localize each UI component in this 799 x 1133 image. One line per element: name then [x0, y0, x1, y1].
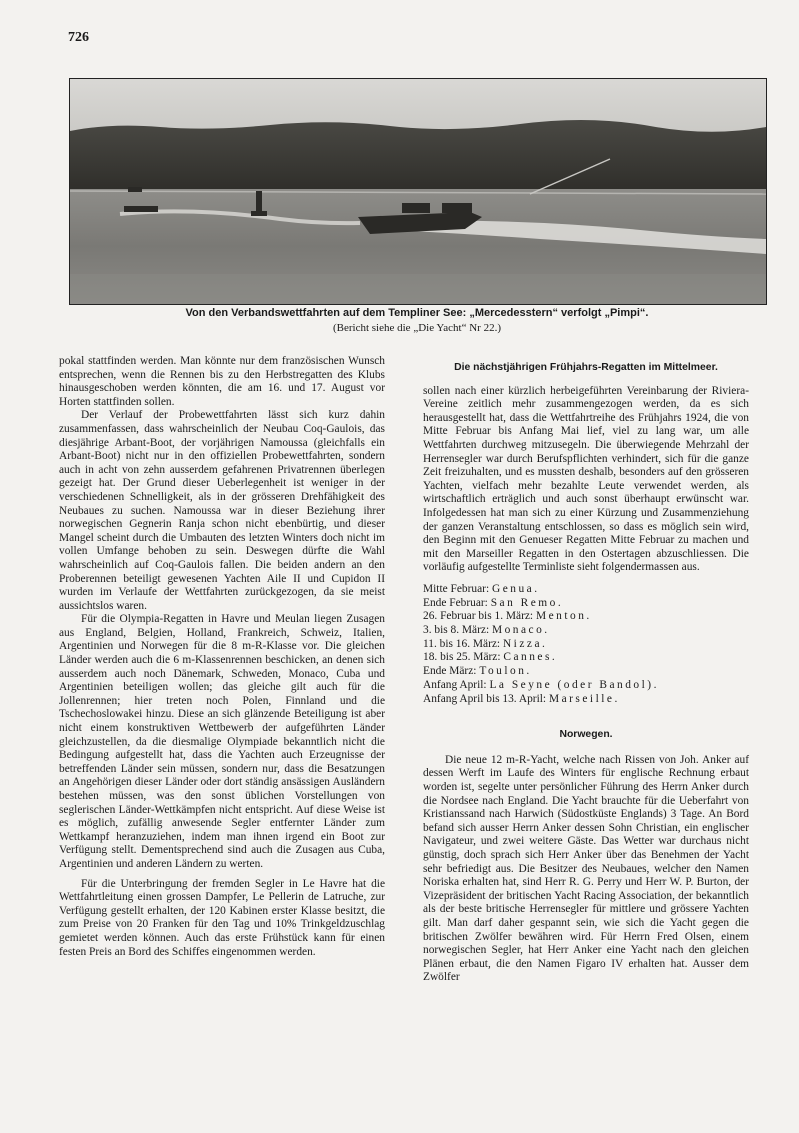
photo-caption-reference: (Bericht siehe die „Die Yacht“ Nr 22.)	[332, 322, 501, 334]
schedule-item	[423, 624, 749, 638]
schedule-date: 11. bis 16. März:	[423, 637, 501, 650]
photo-caption: Von den Verbandswettfahrten auf dem Templiner See: „Mercedesstern“ verfolgt „Pimpi“.	[185, 307, 649, 319]
right-column	[423, 355, 749, 985]
paragraph: sollen nach einer kürzlich herbeigeführten Vereinbarung der Riviera-Vereine zeitlich mehr zusammengezogen werden, da es sich herausgestellt hat, dass die Wettfahrtreihe des Frühjahrs 1924, die von Mitte Februar bis Anfang Mai lief, viel zu lang war, um alle Wettfahrten durchweg mitzusegeln. Die überwiegende Mehrzahl der Herrensegler war durch Berufspflichten verhindert, sich für die ganze Zeit freizuhalten, und es mussten deshalb, besonders auf den grösseren Yachten, vielfach mehr bezahlte Leute verwendet werden, als wirtschaftlich erträglich und auch sonst überhaupt erwünscht war. Infolgedessen hat man sich zu einer Kürzung und Zusammenziehung der ganzen Veranstaltung entschlossen, so dass es möglich sein wird, den Beginn mit den Genueser Regatten Mitte Februar zu machen und mit den Marseiller Regatten in den Ostertagen abzuschliessen. Die vorläufig aufgestellte Terminliste sieht folgendermassen aus.	[423, 384, 749, 574]
left-column	[59, 355, 385, 959]
schedule-item	[423, 597, 749, 611]
schedule-place: Cannes.	[503, 651, 558, 664]
schedule-date: Ende März:	[423, 665, 477, 678]
paragraph: pokal stattfinden werden. Man könnte nur dem französischen Wunsch entsprechen, wenn die Rennen bis zu den Herbstregatten des Klubs hinausgeschoben werden könnten, die am 16. und 17. August vor Horten stattfinden sollen.	[59, 355, 385, 408]
paragraph: Für die Olympia-Regatten in Havre und Meulan liegen Zusagen aus England, Belgien, Holland, Frankreich, Schweiz, Italien, Argentinien und Norwegen für die 8 m-R-Klasse vor. Die gleichen Länder werden auch die 6 m-Klassenrennen beschicken, an denen sich ausserdem auch noch Dänemark, Schweden, Monaco, Cuba und Argentinien beteiligen wollen; das gleiche gilt auch für die Jollenrennen; hier treten noch Polen, Finnland und die Tschechoslowakei hinzu. Diese an sich glänzende Beteiligung ist aber nicht einem konstruktiven Wettbewerb der aufgeführten Länder gleichzustellen, da die diesmalige Olympiade bekanntlich nicht die Bedingung aufgestellt hat, dass die Yachten auch Erzeugnisse der betreffenden Länder sein müssen, sondern nur, dass die Besatzungen an Angehörigen dieser Länder oder dort ständig ansässigen Ausländern bestehen müssen, was den sonst üblichen Vorstellungen von seglerischen Länder-Wettkämpfen nicht entspricht. Auf diese Weise ist es möglich, zufällig anwesende Segler entfernter Länder zum Wettkampf heranzuziehen, indem man ihnen irgend ein Boot zur Verfügung stellt. Dementsprechend sind auch die Zusagen aus Cuba, Argentinien und anderen Ländern zu werten.	[59, 613, 385, 870]
schedule-item	[423, 651, 749, 665]
regatta-schedule	[423, 583, 749, 706]
schedule-item	[423, 679, 749, 693]
schedule-place: Toulon.	[479, 665, 532, 678]
paragraph: Der Verlauf der Probewettfahrten lässt sich kurz dahin zusammenfassen, dass wahrscheinlich der Neubau Coq-Gaulois, das diesjährige Arbant-Boot, der vorjährigen Namoussa (gleichfalls ein Arbant-Boot) nicht nur in den offiziellen Probewettfahrten, sondern auch in acht von zehn ausserdem gefahrenen Privatrennen überlegen gezeigt hat. Der Grund dieser Ueberlegenheit ist weniger in der verschiedenen Schnelligkeit, als in der grösseren Drehfähigkeit des Neubaues zu suchen. Namoussa war in dieser Beziehung ihrer norwegischen Gegnerin Ranja schon nicht ebenbürtig, und dieser Mangel scheint durch die Umbauten des letzten Winters doch nicht im vollen Umfange behoben zu sein. Deswegen dürfte die Wahl wahrscheinlich auf Coq-Gaulois fallen. Die beiden andern an den Proberennen beteiligt gewesenen Yachten Aile II und Cupidon II wurden im Verlaufe der Wettfahrten zurückgezogen, da sie meist aussichtslos waren.	[59, 409, 385, 612]
schedule-place: San Remo.	[490, 596, 564, 609]
schedule-date: 18. bis 25. März:	[423, 651, 501, 664]
schedule-place: Genua.	[491, 582, 540, 595]
schedule-place: La Seyne (oder Bandol).	[489, 678, 659, 691]
schedule-date: Ende Februar:	[423, 596, 488, 609]
section-heading-norwegen: Norwegen.	[559, 729, 613, 741]
schedule-date: Anfang April bis 13. April:	[423, 692, 547, 705]
paragraph: Die neue 12 m-R-Yacht, welche nach Rissen von Joh. Anker auf dessen Werft im Laufe des Winters für englische Rechnung erbaut worden ist, segelte unter persönlicher Führung des Herrn Anker durch die Nordsee nach England. Die Yacht brauchte für die Ueberfahrt von Kristianssand nach Harwich (Südostküste Englands) 3 Tage. An Bord befand sich ausser Herrn Anker dessen Sohn Christian, ein englischer Navigateur, und zwei weitere Gäste. Das Wetter war durchaus nicht günstig, doch sprach sich Herr Anker über das Benehmen der Yacht sehr befriedigt aus. Die Besitzer des Neubaues, welcher den Namen Noriska erhalten hat, sind Herr R. G. Perry und Herr W. P. Burton, der Vizepräsident der britischen Yacht Racing Association, der bekanntlich als der beste britische Herrensegler für mittlere und grössere Yachten gilt. Man darf daher gespannt sein, wie sich die Yacht gegen die britischen Zwölfer bewähren wird. Für Herrn Fred Olsen, einem norwegischen Segler, hat Herr Anker eine Yacht nach den gleichen Plänen erbaut, die den Namen Figaro IV erhalten hat. Ausser dem Zwölfer	[423, 753, 749, 984]
schedule-date: 3. bis 8. März:	[423, 624, 490, 637]
schedule-place: Nizza.	[502, 637, 548, 650]
schedule-place: Monaco.	[491, 624, 550, 637]
schedule-date: Mitte Februar:	[423, 582, 490, 595]
schedule-item	[423, 638, 749, 652]
paragraph: Für die Unterbringung der fremden Segler in Le Havre hat die Wettfahrtleitung einen grossen Dampfer, Le Pellerin de Latruche, zur Verfügung gestellt erhalten, der 120 Kabinen erster Klasse besitzt, die zum Preise von 20 Franken für den Tag und 10% Trinkgeldzuschlag gemietet werden können. Auch das erste Frühstück kann für einen festen Preis an Bord des Schiffes eingenommen werden.	[59, 877, 385, 958]
schedule-item	[423, 583, 749, 597]
schedule-date: Anfang April:	[423, 678, 487, 691]
schedule-place: Marseille.	[548, 692, 620, 705]
section-heading: Die nächstjährigen Frühjahrs-Regatten im Mittelmeer.	[454, 362, 718, 373]
race-photo	[69, 78, 767, 305]
schedule-item	[423, 610, 749, 624]
schedule-date: 26. Februar bis 1. März:	[423, 610, 534, 623]
schedule-item	[423, 665, 749, 679]
schedule-item	[423, 693, 749, 707]
schedule-place: Menton.	[535, 610, 592, 623]
page-number: 726	[68, 30, 89, 45]
